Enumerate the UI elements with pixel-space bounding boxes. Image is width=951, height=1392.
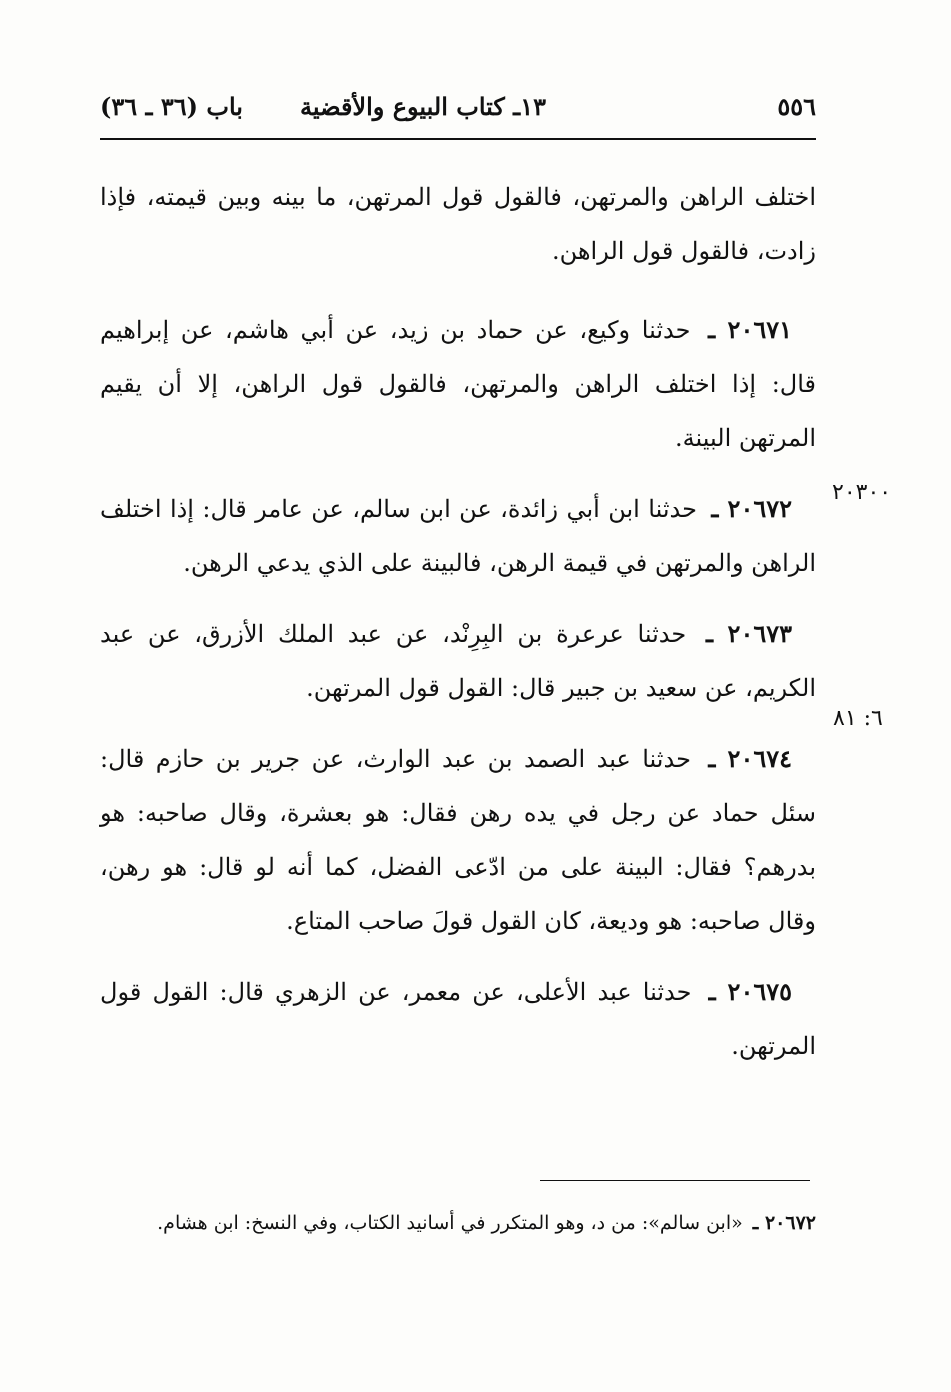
hadith-number: ٢٠٦٧٥ ـ: [708, 977, 792, 1006]
footnote-text: «ابن سالم»: من د، وهو المتكرر في أسانيد الكتاب، وفي النسخ: ابن هشام.: [157, 1212, 743, 1234]
hadith-20673: [100, 607, 816, 715]
header-rule: [100, 138, 816, 140]
hadith-text: حدثنا عبد الأعلى، عن معمر، عن الزهري قال: القول قول المرتهن.: [100, 978, 816, 1060]
section-reference: باب (٣٦ ـ ٣٦): [100, 92, 243, 121]
hadith-text: حدثنا ابن أبي زائدة، عن ابن سالم، عن عامر قال: إذا اختلف الراهن والمرتهن في قيمة الرهن، فالبينة على الذي يدعي الرهن.: [100, 495, 816, 577]
hadith-number: ٢٠٦٧٤ ـ: [708, 744, 792, 773]
paragraph-continued: [100, 170, 816, 278]
marginal-reference: ٦: ٨١: [833, 706, 883, 731]
hadith-20672: [100, 482, 816, 590]
chapter-title: ١٣ـ كتاب البيوع والأقضية: [300, 92, 546, 121]
hadith-20671: [100, 303, 816, 465]
hadith-20674: [100, 732, 816, 948]
main-text: [100, 170, 816, 1090]
paragraph-text: اختلف الراهن والمرتهن، فالقول قول المرتهن، ما بينه وبين قيمته، فإذا زادت، فالقول قول الراهن.: [100, 183, 816, 265]
hadith-number: ٢٠٦٧٣ ـ: [706, 619, 792, 648]
running-header: [100, 92, 816, 132]
hadith-text: حدثنا عرعرة بن البِرِنْد، عن عبد الملك الأزرق، عن عبد الكريم، عن سعيد بن جبير قال: القول قول المرتهن.: [100, 620, 816, 702]
hadith-number: ٢٠٦٧٢ ـ: [711, 494, 792, 523]
footnote-number: ٢٠٦٧٢ ـ: [752, 1212, 816, 1234]
hadith-text: حدثنا وكيع، عن حماد بن زيد، عن أبي هاشم، عن إبراهيم قال: إذا اختلف الراهن والمرتهن، فالقول قول الراهن، إلا أن يقيم المرتهن البينة.: [100, 316, 816, 452]
marginal-reference: ٢٠٣٠٠: [832, 480, 892, 505]
footnote-rule: [540, 1180, 810, 1181]
hadith-number: ٢٠٦٧١ ـ: [708, 315, 792, 344]
hadith-20675: [100, 965, 816, 1073]
page-number: ٥٥٦: [777, 92, 816, 121]
footnote: [100, 1200, 816, 1246]
hadith-text: حدثنا عبد الصمد بن عبد الوارث، عن جرير بن حازم قال: سئل حماد عن رجل في يده رهن فقال: هو بعشرة، وقال صاحبه: هو بدرهم؟ فقال: البينة على من ادّعى الفضل، كما أنه لو قال: هو رهن، وقال صاحبه: هو وديعة، كان القول قولَ صاحب المتاع.: [100, 745, 816, 935]
